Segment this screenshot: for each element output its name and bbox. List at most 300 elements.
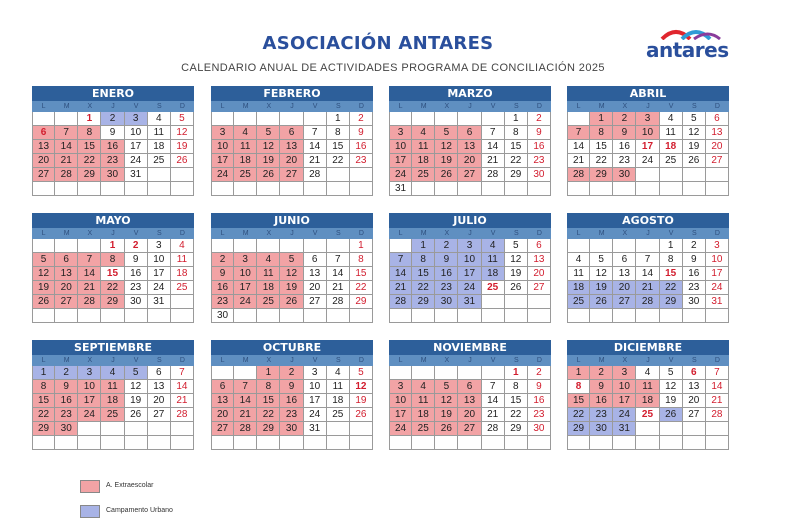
empty-cell: [389, 239, 412, 253]
empty-cell: [482, 309, 505, 323]
empty-cell: [327, 422, 350, 436]
day-cell: 8: [327, 126, 350, 140]
day-cell: 6: [148, 366, 171, 380]
weekday-header: [211, 228, 373, 239]
empty-cell: [125, 422, 148, 436]
day-cell: 15: [350, 267, 373, 281]
day-cell: 6: [304, 253, 327, 267]
day-cell: 1: [257, 366, 280, 380]
empty-cell: [78, 182, 101, 196]
empty-cell: [636, 168, 659, 182]
day-cell: 13: [304, 267, 327, 281]
day-cell: 2: [683, 239, 706, 253]
empty-cell: [148, 182, 171, 196]
day-cell: 30: [125, 295, 148, 309]
empty-cell: [636, 422, 659, 436]
day-cell: 10: [148, 253, 171, 267]
legend-label: A. Extraescolar: [106, 482, 154, 489]
day-cell: 22: [78, 154, 101, 168]
weekday-label: V: [312, 103, 318, 110]
weekday-label: L: [220, 103, 225, 110]
empty-cell: [55, 436, 78, 450]
day-cell: 28: [327, 295, 350, 309]
weekday-label: X: [266, 230, 272, 237]
empty-cell: [389, 309, 412, 323]
day-cell: 3: [389, 380, 412, 394]
day-cell: 24: [304, 408, 327, 422]
day-cell: 3: [125, 112, 148, 126]
weekday-label: L: [41, 357, 46, 364]
day-cell: 9: [528, 380, 551, 394]
day-cell: 26: [590, 295, 613, 309]
empty-cell: [78, 309, 101, 323]
day-cell: 17: [706, 267, 729, 281]
day-cell: 21: [171, 394, 194, 408]
empty-cell: [55, 112, 78, 126]
day-cell: 29: [412, 295, 435, 309]
day-cell: 10: [234, 267, 257, 281]
day-cell: 20: [148, 394, 171, 408]
day-cell: 15: [327, 140, 350, 154]
empty-cell: [125, 309, 148, 323]
empty-cell: [55, 239, 78, 253]
empty-cell: [458, 182, 481, 196]
day-cell: 9: [280, 380, 303, 394]
empty-cell: [683, 309, 706, 323]
day-cell: 28: [234, 422, 257, 436]
weekday-label: J: [646, 357, 650, 364]
day-cell: 6: [683, 366, 706, 380]
day-cell: 19: [257, 154, 280, 168]
day-cell: 19: [435, 154, 458, 168]
weekday-label: X: [444, 103, 450, 110]
weekday-label: J: [468, 357, 472, 364]
day-cell: 2: [613, 112, 636, 126]
weekday-label: V: [133, 357, 139, 364]
empty-cell: [350, 422, 373, 436]
day-cell: 8: [660, 253, 683, 267]
weekday-label: S: [335, 357, 341, 364]
empty-cell: [613, 239, 636, 253]
day-cell: 5: [435, 380, 458, 394]
day-cell: 1: [412, 239, 435, 253]
empty-cell: [613, 182, 636, 196]
day-cell: 13: [683, 380, 706, 394]
day-cell: 13: [458, 394, 481, 408]
empty-cell: [435, 309, 458, 323]
empty-cell: [148, 168, 171, 182]
empty-cell: [327, 239, 350, 253]
day-cell: 29: [32, 422, 55, 436]
empty-cell: [171, 422, 194, 436]
day-cell: 5: [350, 366, 373, 380]
day-cell: 22: [660, 281, 683, 295]
day-cell: 1: [327, 112, 350, 126]
day-cell: 17: [148, 267, 171, 281]
empty-cell: [350, 309, 373, 323]
empty-cell: [327, 168, 350, 182]
day-cell: 1: [590, 112, 613, 126]
day-cell: 6: [211, 380, 234, 394]
weekday-label: D: [536, 103, 542, 110]
day-cell: 30: [590, 422, 613, 436]
empty-cell: [435, 112, 458, 126]
empty-cell: [304, 182, 327, 196]
day-cell: 16: [125, 267, 148, 281]
day-cell: 3: [148, 239, 171, 253]
weekday-label: J: [111, 357, 115, 364]
day-cell: 5: [435, 126, 458, 140]
day-cell: 9: [435, 253, 458, 267]
day-cell: 4: [171, 239, 194, 253]
empty-cell: [350, 182, 373, 196]
day-cell: 16: [683, 267, 706, 281]
day-cell: 11: [412, 140, 435, 154]
day-cell: 27: [280, 168, 303, 182]
empty-cell: [211, 366, 234, 380]
weekday-label: D: [179, 357, 185, 364]
day-cell: 1: [505, 366, 528, 380]
day-cell: 23: [125, 281, 148, 295]
weekday-label: L: [41, 230, 46, 237]
month-title: MAYO: [32, 213, 194, 228]
day-cell: 12: [280, 267, 303, 281]
day-cell: 21: [567, 154, 590, 168]
day-cell: 26: [125, 408, 148, 422]
weekday-label: M: [420, 230, 427, 237]
day-cell: 11: [412, 394, 435, 408]
day-cell: 16: [350, 140, 373, 154]
day-cell: 7: [304, 126, 327, 140]
day-cell: 17: [211, 154, 234, 168]
empty-cell: [171, 436, 194, 450]
weekday-header: [389, 228, 551, 239]
day-cell: 20: [458, 154, 481, 168]
day-cell: 26: [660, 408, 683, 422]
day-cell: 2: [350, 112, 373, 126]
day-cell: 30: [435, 295, 458, 309]
weekday-label: D: [179, 103, 185, 110]
empty-cell: [590, 309, 613, 323]
day-cell: 21: [482, 154, 505, 168]
day-cell: 16: [280, 394, 303, 408]
day-cell: 10: [389, 140, 412, 154]
empty-cell: [32, 182, 55, 196]
antares-logo: [646, 24, 736, 62]
day-cell: 24: [613, 408, 636, 422]
page-title: ASOCIACIÓN ANTARES: [262, 33, 494, 54]
day-cell: 30: [101, 168, 124, 182]
day-cell: 29: [505, 422, 528, 436]
weekday-label: J: [111, 230, 115, 237]
day-cell: 10: [389, 394, 412, 408]
weekday-header: [32, 228, 194, 239]
empty-cell: [234, 436, 257, 450]
day-cell: 18: [660, 140, 683, 154]
month-agosto: [567, 213, 729, 323]
day-cell: 10: [304, 380, 327, 394]
day-grid: [32, 239, 194, 323]
day-cell: 19: [505, 267, 528, 281]
weekday-label: L: [398, 103, 403, 110]
day-cell: 21: [55, 154, 78, 168]
day-cell: 25: [660, 154, 683, 168]
day-cell: 31: [389, 182, 412, 196]
day-grid: [32, 366, 194, 450]
day-cell: 11: [171, 253, 194, 267]
legend-swatch-urbano: [80, 505, 100, 518]
day-cell: 21: [482, 408, 505, 422]
day-cell: 27: [148, 408, 171, 422]
day-cell: 12: [505, 253, 528, 267]
empty-cell: [482, 295, 505, 309]
day-cell: 5: [171, 112, 194, 126]
empty-cell: [505, 295, 528, 309]
weekday-label: J: [468, 230, 472, 237]
day-cell: 18: [171, 267, 194, 281]
empty-cell: [412, 436, 435, 450]
day-cell: 26: [350, 408, 373, 422]
empty-cell: [590, 436, 613, 450]
empty-cell: [55, 309, 78, 323]
empty-cell: [660, 168, 683, 182]
empty-cell: [412, 182, 435, 196]
weekday-label: J: [646, 230, 650, 237]
day-cell: 12: [590, 267, 613, 281]
empty-cell: [482, 436, 505, 450]
month-abril: [567, 86, 729, 196]
weekday-header: [211, 101, 373, 112]
day-cell: 6: [706, 112, 729, 126]
weekday-header: [389, 355, 551, 366]
day-cell: 27: [304, 295, 327, 309]
day-cell: 20: [683, 394, 706, 408]
day-cell: 14: [482, 394, 505, 408]
month-title: ABRIL: [567, 86, 729, 101]
weekday-label: S: [156, 103, 162, 110]
day-cell: 9: [590, 380, 613, 394]
weekday-header: [567, 228, 729, 239]
day-cell: 2: [435, 239, 458, 253]
empty-cell: [257, 112, 280, 126]
day-cell: 2: [590, 366, 613, 380]
empty-cell: [389, 436, 412, 450]
weekday-header: [32, 101, 194, 112]
empty-cell: [528, 182, 551, 196]
empty-cell: [148, 309, 171, 323]
day-cell: 28: [482, 422, 505, 436]
day-cell: 25: [482, 281, 505, 295]
day-cell: 15: [257, 394, 280, 408]
day-cell: 6: [528, 239, 551, 253]
day-cell: 16: [528, 140, 551, 154]
day-cell: 4: [148, 112, 171, 126]
day-cell: 26: [435, 168, 458, 182]
weekday-label: V: [668, 357, 674, 364]
empty-cell: [171, 168, 194, 182]
weekday-label: M: [598, 103, 605, 110]
day-cell: 13: [280, 140, 303, 154]
day-cell: 13: [613, 267, 636, 281]
day-cell: 10: [458, 253, 481, 267]
empty-cell: [505, 436, 528, 450]
weekday-label: J: [290, 230, 294, 237]
weekday-header: [567, 355, 729, 366]
empty-cell: [32, 309, 55, 323]
day-cell: 24: [458, 281, 481, 295]
day-cell: 2: [55, 366, 78, 380]
day-cell: 15: [567, 394, 590, 408]
day-grid: [567, 366, 729, 450]
day-cell: 15: [590, 140, 613, 154]
month-title: OCTUBRE: [211, 340, 373, 355]
day-cell: 1: [350, 239, 373, 253]
day-cell: 23: [528, 154, 551, 168]
day-cell: 14: [234, 394, 257, 408]
day-cell: 14: [171, 380, 194, 394]
day-cell: 3: [636, 112, 659, 126]
day-cell: 13: [32, 140, 55, 154]
day-cell: 19: [660, 394, 683, 408]
day-cell: 13: [148, 380, 171, 394]
day-cell: 27: [458, 168, 481, 182]
empty-cell: [101, 309, 124, 323]
day-cell: 8: [78, 126, 101, 140]
day-cell: 5: [32, 253, 55, 267]
day-cell: 8: [257, 380, 280, 394]
empty-cell: [304, 112, 327, 126]
legend-label: Campamento Urbano: [106, 507, 173, 514]
day-cell: 23: [280, 408, 303, 422]
weekday-label: J: [290, 357, 294, 364]
month-title: ENERO: [32, 86, 194, 101]
day-cell: 10: [706, 253, 729, 267]
day-cell: 23: [528, 408, 551, 422]
day-cell: 3: [304, 366, 327, 380]
weekday-label: X: [266, 357, 272, 364]
day-cell: 29: [590, 168, 613, 182]
weekday-label: M: [63, 357, 70, 364]
day-grid: [211, 112, 373, 196]
month-marzo: [389, 86, 551, 196]
empty-cell: [706, 422, 729, 436]
weekday-label: S: [691, 103, 697, 110]
weekday-label: V: [490, 357, 496, 364]
day-grid: [32, 112, 194, 196]
empty-cell: [280, 309, 303, 323]
day-cell: 2: [528, 112, 551, 126]
day-cell: 3: [613, 366, 636, 380]
empty-cell: [125, 182, 148, 196]
day-cell: 10: [125, 126, 148, 140]
weekday-label: S: [691, 357, 697, 364]
day-cell: 10: [211, 140, 234, 154]
month-diciembre: [567, 340, 729, 450]
day-cell: 31: [148, 295, 171, 309]
day-cell: 19: [32, 281, 55, 295]
day-cell: 15: [32, 394, 55, 408]
empty-cell: [78, 239, 101, 253]
day-cell: 22: [567, 408, 590, 422]
empty-cell: [567, 239, 590, 253]
empty-cell: [706, 309, 729, 323]
day-cell: 9: [683, 253, 706, 267]
day-cell: 5: [590, 253, 613, 267]
empty-cell: [211, 112, 234, 126]
weekday-label: V: [312, 230, 318, 237]
empty-cell: [660, 182, 683, 196]
month-title: JULIO: [389, 213, 551, 228]
empty-cell: [171, 182, 194, 196]
empty-cell: [78, 422, 101, 436]
weekday-label: J: [468, 103, 472, 110]
day-cell: 22: [257, 408, 280, 422]
day-cell: 11: [327, 380, 350, 394]
day-cell: 28: [55, 168, 78, 182]
month-octubre: [211, 340, 373, 450]
day-cell: 12: [683, 126, 706, 140]
day-cell: 21: [636, 281, 659, 295]
empty-cell: [327, 309, 350, 323]
day-cell: 12: [32, 267, 55, 281]
day-cell: 29: [78, 168, 101, 182]
empty-cell: [101, 422, 124, 436]
empty-cell: [706, 436, 729, 450]
day-cell: 24: [389, 168, 412, 182]
month-enero: [32, 86, 194, 196]
weekday-label: V: [490, 103, 496, 110]
empty-cell: [683, 436, 706, 450]
day-cell: 13: [55, 267, 78, 281]
weekday-label: S: [335, 103, 341, 110]
empty-cell: [350, 168, 373, 182]
day-cell: 27: [458, 422, 481, 436]
weekday-label: L: [220, 230, 225, 237]
day-cell: 27: [683, 408, 706, 422]
weekday-label: L: [41, 103, 46, 110]
empty-cell: [636, 436, 659, 450]
day-grid: [389, 239, 551, 323]
day-cell: 18: [412, 154, 435, 168]
day-cell: 22: [505, 408, 528, 422]
day-cell: 4: [327, 366, 350, 380]
empty-cell: [567, 112, 590, 126]
day-cell: 1: [32, 366, 55, 380]
day-cell: 11: [636, 380, 659, 394]
day-cell: 25: [257, 295, 280, 309]
day-cell: 30: [613, 168, 636, 182]
day-cell: 25: [101, 408, 124, 422]
empty-cell: [32, 436, 55, 450]
day-cell: 21: [327, 281, 350, 295]
day-cell: 15: [412, 267, 435, 281]
day-cell: 19: [590, 281, 613, 295]
day-cell: 14: [78, 267, 101, 281]
day-cell: 10: [636, 126, 659, 140]
weekday-label: M: [63, 230, 70, 237]
day-cell: 29: [350, 295, 373, 309]
day-cell: 24: [78, 408, 101, 422]
day-cell: 17: [613, 394, 636, 408]
month-mayo: [32, 213, 194, 323]
day-cell: 29: [660, 295, 683, 309]
day-cell: 20: [613, 281, 636, 295]
empty-cell: [458, 309, 481, 323]
empty-cell: [280, 436, 303, 450]
empty-cell: [458, 112, 481, 126]
weekday-label: X: [444, 357, 450, 364]
weekday-label: V: [490, 230, 496, 237]
